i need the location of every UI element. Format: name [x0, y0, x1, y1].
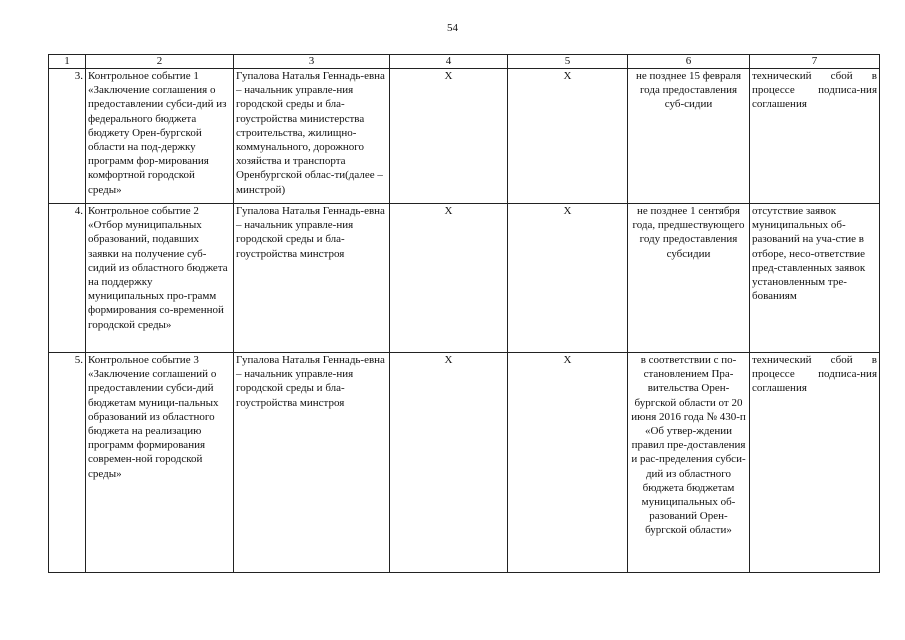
column-header: 1	[49, 55, 86, 69]
column-header: 4	[390, 55, 508, 69]
responsible-cell: Гупалова Наталья Геннадь-евна – начальник управле-ния городской среды и бла-гоустройства минстроя	[234, 204, 390, 353]
risk-cell: технический сбой в процессе подписа-ния соглашения	[750, 69, 880, 204]
row-number: 5.	[49, 353, 86, 573]
column-header: 3	[234, 55, 390, 69]
event-cell: Контрольное событие 3 «Заключение соглашений о предоставлении субси-дий бюджетам муници-пальных образований из областного бюджета на реализацию программ формирования современ-ной городской среды»	[86, 353, 234, 573]
deadline-cell: не позднее 1 сентября года, предшествующего году предоставления субсидии	[628, 204, 750, 353]
table-row	[49, 69, 880, 204]
deadline-cell: в соответствии с по-становлением Пра-вительства Орен-бургской области от 20 июня 2016 года № 430-п «Об утвер-ждении правил пре-доставления и рас-пределения субси-дий из областного бюджета бюджетам муниципальных об-разований Орен-бургской области»	[628, 353, 750, 573]
risk-cell: технический сбой в процессе подписа-ния соглашения	[750, 353, 880, 573]
x-mark-cell: X	[508, 204, 628, 353]
column-header: 5	[508, 55, 628, 69]
risk-cell: отсутствие заявок муниципальных об-разований на уча-стие в отборе, несо-ответствие пред-ставленных заявок установленным тре-бованиям	[750, 204, 880, 353]
table-row	[49, 204, 880, 353]
deadline-cell: не позднее 15 февраля года предоставления суб-сидии	[628, 69, 750, 204]
row-number: 3.	[49, 69, 86, 204]
row-number: 4.	[49, 204, 86, 353]
table-row	[49, 353, 880, 573]
x-mark-cell: X	[390, 353, 508, 573]
column-header: 7	[750, 55, 880, 69]
column-number-row	[49, 55, 880, 69]
event-cell: Контрольное событие 1 «Заключение соглашения о предоставлении субси-дий из федерального бюджета бюджету Орен-бургской области на под-держку программ фор-мирования комфортной городской среды»	[86, 69, 234, 204]
control-events-table	[48, 54, 880, 573]
x-mark-cell: X	[508, 353, 628, 573]
responsible-cell: Гупалова Наталья Геннадь-евна – начальник управле-ния городской среды и бла-гоустройства министерства строительства, жилищно-коммунального, дорожного хозяйства и транспорта Оренбургской облас-ти(далее – минстрой)	[234, 69, 390, 204]
responsible-cell: Гупалова Наталья Геннадь-евна – начальник управле-ния городской среды и бла-гоустройства минстроя	[234, 353, 390, 573]
x-mark-cell: X	[390, 69, 508, 204]
column-header: 6	[628, 55, 750, 69]
event-cell: Контрольное событие 2 «Отбор муниципальных образований, подавших заявки на получение суб-сидий из областного бюджета на поддержку муниципальных про-грамм формирования со-временной городской среды»	[86, 204, 234, 353]
x-mark-cell: X	[508, 69, 628, 204]
column-header: 2	[86, 55, 234, 69]
x-mark-cell: X	[390, 204, 508, 353]
page-number: 54	[447, 22, 458, 34]
